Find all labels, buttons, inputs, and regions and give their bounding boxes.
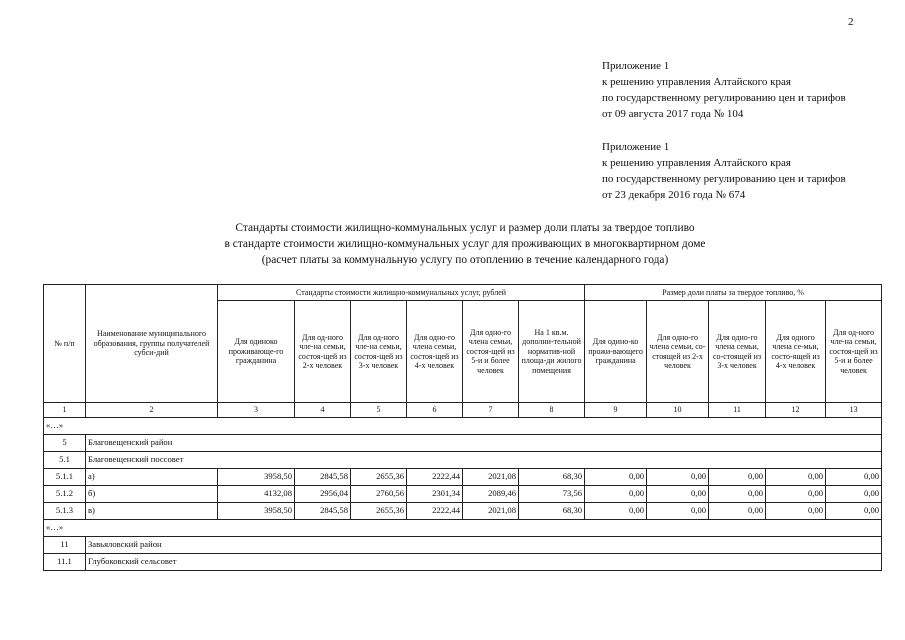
value-cell: 2021,08 — [463, 503, 519, 520]
row-name: б) — [86, 486, 218, 503]
header-group-share: Размер доли платы за твердое топливо, % — [585, 285, 882, 301]
row-code: 5.1.2 — [44, 486, 86, 503]
row-name: Завьяловский район — [86, 537, 882, 554]
ellipsis-row — [44, 418, 882, 435]
column-header: Для одно-го члена семьи, состоя-щей из 5-и и более человек — [463, 301, 519, 403]
column-header: Для одиноко проживающе-го гражданина — [218, 301, 295, 403]
value-cell: 0,00 — [585, 503, 647, 520]
value-cell: 0,00 — [709, 486, 766, 503]
table-row — [44, 503, 882, 520]
value-cell: 0,00 — [766, 469, 826, 486]
value-cell: 0,00 — [826, 503, 882, 520]
section-row — [44, 435, 882, 452]
row-name: а) — [86, 469, 218, 486]
column-number: 13 — [826, 403, 882, 418]
ellipsis-cell: «…» — [44, 520, 882, 537]
column-number: 3 — [218, 403, 295, 418]
column-number: 2 — [86, 403, 218, 418]
column-number: 11 — [709, 403, 766, 418]
value-cell: 2760,56 — [351, 486, 407, 503]
value-cell: 0,00 — [709, 503, 766, 520]
value-cell: 3958,50 — [218, 503, 295, 520]
value-cell: 0,00 — [647, 469, 709, 486]
column-header: Для од-ного чле-на семьи, состоя-щей из 5-и и более человек — [826, 301, 882, 403]
row-name: Благовещенский поссовет — [86, 452, 882, 469]
value-cell: 2655,36 — [351, 503, 407, 520]
value-cell: 2301,34 — [407, 486, 463, 503]
table-row — [44, 486, 882, 503]
column-number: 10 — [647, 403, 709, 418]
appendix-line: от 09 августа 2017 года № 104 — [602, 108, 744, 120]
header-group-standards: Стандарты стоимости жилищно-коммунальных услуг, рублей — [218, 285, 585, 301]
appendix-title: Приложение 1 — [602, 60, 670, 72]
value-cell: 2222,44 — [407, 503, 463, 520]
column-header: Для одино-ко прожи-вающего гражданина — [585, 301, 647, 403]
value-cell: 0,00 — [585, 486, 647, 503]
column-number: 5 — [351, 403, 407, 418]
value-cell: 0,00 — [585, 469, 647, 486]
section-row — [44, 554, 882, 571]
column-header: Для одно-го члена семьи, со-стоящей из 2-х человек — [647, 301, 709, 403]
value-cell: 73,56 — [519, 486, 585, 503]
column-number: 9 — [585, 403, 647, 418]
section-row — [44, 537, 882, 554]
page-number: 2 — [848, 16, 854, 28]
appendix-line: по государственному регулированию цен и тарифов — [602, 173, 846, 185]
value-cell: 2089,46 — [463, 486, 519, 503]
header-num: № п/п — [44, 285, 86, 403]
value-cell: 68,30 — [519, 503, 585, 520]
value-cell: 2021,08 — [463, 469, 519, 486]
row-code: 5 — [44, 435, 86, 452]
column-header: Для од-ного чле-на семьи, состоя-щей из 3-х человек — [351, 301, 407, 403]
row-code: 11 — [44, 537, 86, 554]
standards-table — [43, 284, 882, 571]
appendix-line: к решению управления Алтайского края — [602, 157, 791, 169]
row-code: 5.1.1 — [44, 469, 86, 486]
row-code: 5.1.3 — [44, 503, 86, 520]
row-name: в) — [86, 503, 218, 520]
document-title-line: Стандарты стоимости жилищно-коммунальных услуг и размер доли платы за твердое топливо — [235, 222, 695, 234]
value-cell: 0,00 — [709, 469, 766, 486]
column-header: Для од-ного чле-на семьи, состоя-щей из 2-х человек — [295, 301, 351, 403]
row-name: Глубоковский сельсовет — [86, 554, 882, 571]
section-row — [44, 452, 882, 469]
row-code: 11.1 — [44, 554, 86, 571]
appendix-line: от 23 декабря 2016 года № 674 — [602, 189, 746, 201]
table-row — [44, 469, 882, 486]
row-name: Благовещенский район — [86, 435, 882, 452]
value-cell: 2956,04 — [295, 486, 351, 503]
appendix-block — [602, 139, 902, 203]
column-number: 1 — [44, 403, 86, 418]
ellipsis-row — [44, 520, 882, 537]
value-cell: 4132,08 — [218, 486, 295, 503]
value-cell: 2222,44 — [407, 469, 463, 486]
column-number: 7 — [463, 403, 519, 418]
value-cell: 0,00 — [766, 503, 826, 520]
appendix-line: к решению управления Алтайского края — [602, 76, 791, 88]
appendix-block — [602, 58, 902, 122]
column-header: Для одно-го члена семьи, со-стоящей из 3-х человек — [709, 301, 766, 403]
value-cell: 2845,58 — [295, 469, 351, 486]
column-number: 12 — [766, 403, 826, 418]
value-cell: 0,00 — [647, 486, 709, 503]
value-cell: 0,00 — [766, 486, 826, 503]
value-cell: 0,00 — [826, 469, 882, 486]
value-cell: 68,30 — [519, 469, 585, 486]
document-title-line: в стандарте стоимости жилищно-коммунальных услуг для проживающих в многоквартирном доме — [224, 238, 706, 250]
document-title — [150, 220, 780, 268]
row-code: 5.1 — [44, 452, 86, 469]
column-header: Для одного члена се-мьи, состо-ящей из 4-х человек — [766, 301, 826, 403]
document-title-line: (расчет платы за коммунальную услугу по отоплению в течение календарного года) — [261, 254, 669, 266]
column-number: 8 — [519, 403, 585, 418]
column-header: На 1 кв.м. дополни-тельной норматив-ной площа-ди жилого помещения — [519, 301, 585, 403]
ellipsis-cell: «…» — [44, 418, 882, 435]
column-header: Для одно-го члена семьи, состоя-щей из 4-х человек — [407, 301, 463, 403]
value-cell: 0,00 — [826, 486, 882, 503]
header-name: Наименование муниципального образования, группы получателей субси-дий — [86, 285, 218, 403]
appendix-line: по государственному регулированию цен и тарифов — [602, 92, 846, 104]
value-cell: 0,00 — [647, 503, 709, 520]
appendix-title: Приложение 1 — [602, 141, 670, 153]
column-number-row — [44, 403, 882, 418]
value-cell: 2845,58 — [295, 503, 351, 520]
value-cell: 3958,50 — [218, 469, 295, 486]
column-number: 4 — [295, 403, 351, 418]
value-cell: 2655,36 — [351, 469, 407, 486]
column-number: 6 — [407, 403, 463, 418]
